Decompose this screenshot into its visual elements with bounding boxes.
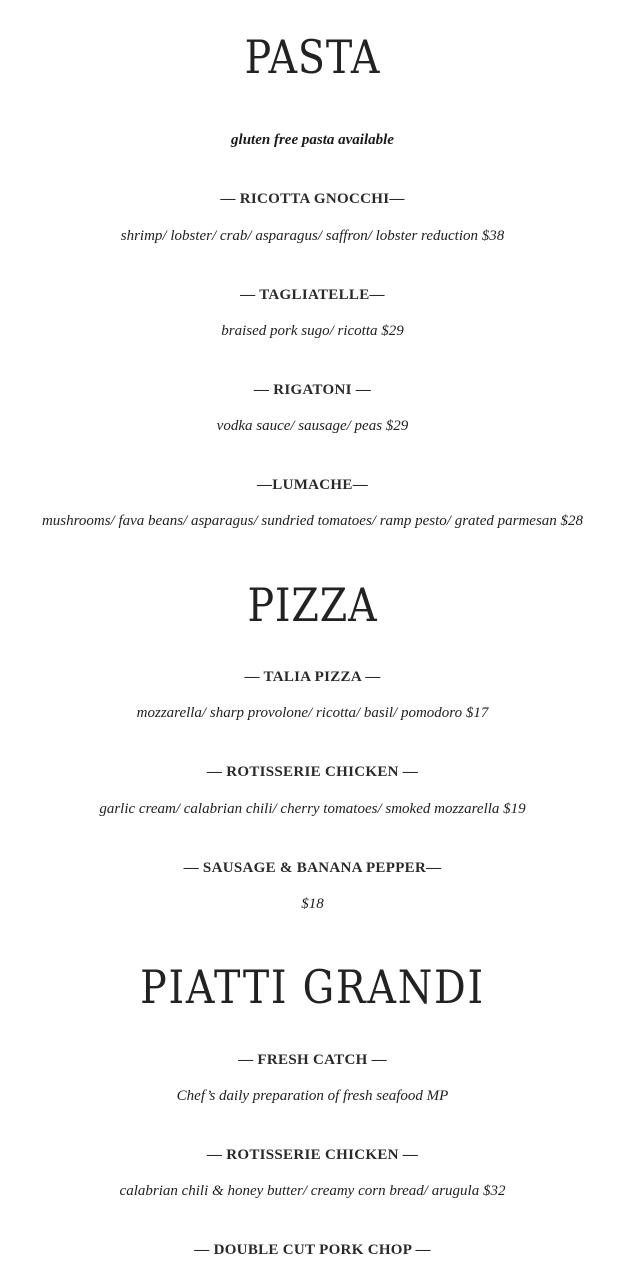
- item-name: — TAGLIATELLE—: [240, 287, 385, 303]
- item-name: — DOUBLE CUT PORK CHOP —: [194, 1242, 431, 1258]
- item-description: shrimp/ lobster/ crab/ asparagus/ saffron/ lobster reduction $38: [120, 228, 505, 244]
- item-description: mozzarella/ sharp provolone/ ricotta/ basil/ pomodoro $17: [136, 705, 489, 721]
- section-title-pasta: PASTA: [244, 30, 381, 84]
- item-name: —LUMACHE—: [256, 477, 369, 493]
- item-name: — RIGATONI —: [253, 382, 372, 398]
- item-description: $18: [301, 896, 324, 912]
- item-description: vodka sauce/ sausage/ peas $29: [216, 418, 409, 434]
- item-name: — RICOTTA GNOCCHI—: [220, 191, 405, 207]
- gluten-free-note: gluten free pasta available: [231, 132, 394, 148]
- item-description: mushrooms/ fava beans/ asparagus/ sundried tomatoes/ ramp pesto/ grated parmesan $28: [41, 513, 584, 529]
- item-description: calabrian chili & honey butter/ creamy corn bread/ arugula $32: [119, 1183, 506, 1199]
- section-title-pizza: PIZZA: [247, 578, 378, 632]
- item-name: — SAUSAGE & BANANA PEPPER—: [183, 860, 442, 876]
- section-title-piatti-grandi: PIATTI GRANDI: [140, 960, 485, 1014]
- item-name: — TALIA PIZZA —: [244, 669, 381, 685]
- item-description: Chef’s daily preparation of fresh seafood MP: [176, 1088, 449, 1104]
- item-description: garlic cream/ calabrian chili/ cherry tomatoes/ smoked mozzarella $19: [99, 801, 526, 817]
- item-name: — ROTISSERIE CHICKEN —: [206, 1147, 419, 1163]
- item-name: — ROTISSERIE CHICKEN —: [206, 764, 419, 780]
- item-description: braised pork sugo/ ricotta $29: [221, 323, 404, 339]
- item-name: — FRESH CATCH —: [238, 1052, 387, 1068]
